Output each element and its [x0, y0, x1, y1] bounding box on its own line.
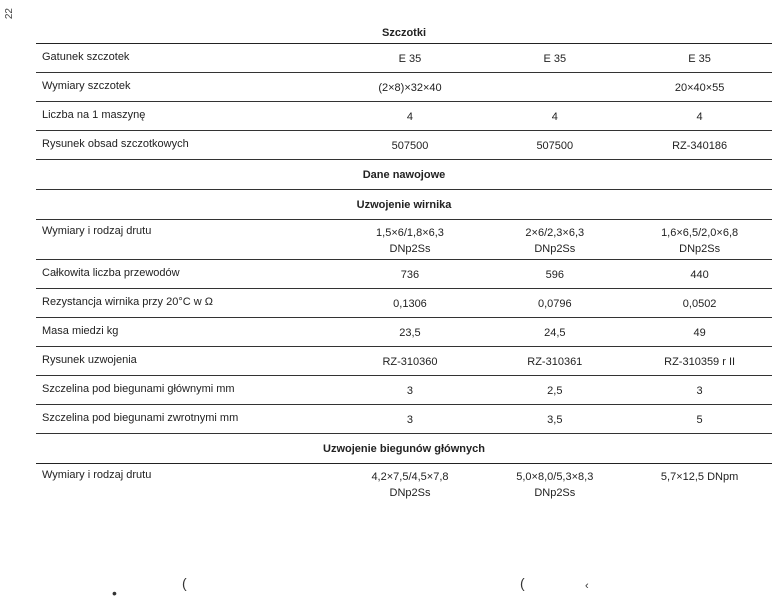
row-value: 0,0796 — [537, 298, 572, 310]
scan-speck: • — [112, 585, 117, 601]
row-label: Rysunek obsad szczotkowych — [42, 138, 189, 150]
row-value — [482, 464, 627, 501]
row-value: 736 — [400, 269, 420, 281]
value-line: 1,5×6/1,8×6,3 — [376, 227, 444, 239]
table-row — [36, 131, 772, 160]
row-value — [338, 464, 483, 501]
value-line: 2×6/2,3×6,3 — [525, 227, 585, 239]
row-value: 3 — [406, 414, 414, 426]
table-row — [36, 464, 772, 504]
row-value: RZ-310361 — [527, 356, 583, 368]
value-line: DNp2Ss — [389, 487, 431, 499]
value-line: DNp2Ss — [389, 243, 431, 255]
row-label: Wymiary szczotek — [42, 80, 131, 92]
row-value: 507500 — [536, 140, 574, 152]
page-number: 22 — [4, 8, 15, 20]
table-row — [36, 102, 772, 131]
row-label: Całkowita liczba przewodów — [42, 267, 180, 279]
table-row — [36, 260, 772, 289]
row-value: 20×40×55 — [674, 82, 725, 94]
scan-speck: ( — [182, 575, 187, 591]
row-value: RZ-310360 — [382, 356, 438, 368]
row-value: 440 — [690, 269, 709, 281]
scan-speck: ( — [520, 575, 525, 591]
value-line: 4,2×7,5/4,5×7,8 — [371, 471, 449, 483]
row-label: Wymiary i rodzaj drutu — [42, 469, 152, 481]
value-line: DNp2Ss — [679, 243, 721, 255]
row-value: 0,0502 — [682, 298, 717, 310]
row-value: E 35 — [543, 53, 567, 65]
table-row — [36, 289, 772, 318]
row-label: Rysunek uzwojenia — [42, 354, 137, 366]
table-row — [36, 318, 772, 347]
row-value: RZ-310359 r II — [664, 356, 736, 368]
value-line: 5,7×12,5 DNpm — [660, 471, 739, 483]
spec-table — [36, 22, 772, 504]
row-label: Masa miedzi kg — [42, 325, 119, 337]
row-value: 4 — [551, 111, 558, 123]
row-value — [482, 220, 627, 257]
table-row — [36, 220, 772, 260]
row-value: 23,5 — [399, 327, 421, 339]
section-title-brushes: Szczotki — [36, 22, 772, 44]
section-title-rotor: Uzwojenie wirnika — [36, 190, 772, 220]
section-title-main-poles: Uzwojenie biegunów głównych — [36, 434, 772, 464]
value-line: 5,0×8,0/5,3×8,3 — [516, 471, 594, 483]
table-row — [36, 347, 772, 376]
row-value: E 35 — [688, 53, 711, 65]
row-value: 49 — [693, 327, 706, 339]
row-value: 0,1306 — [393, 298, 427, 310]
row-label: Szczelina pod biegunami głównymi mm — [42, 383, 235, 395]
row-value — [338, 220, 483, 257]
row-label: Wymiary i rodzaj drutu — [42, 225, 152, 237]
row-label: Szczelina pod biegunami zwrotnymi mm — [42, 412, 239, 424]
row-value: RZ-340186 — [672, 140, 728, 152]
table-row — [36, 376, 772, 405]
row-value: 596 — [545, 269, 564, 281]
row-value: 2,5 — [547, 385, 563, 397]
row-value: E 35 — [398, 53, 422, 65]
table-row — [36, 44, 772, 73]
row-value: 3 — [406, 385, 414, 397]
row-value — [627, 464, 772, 485]
row-value: 24,5 — [544, 327, 566, 339]
row-value: 3 — [696, 385, 703, 397]
value-line: DNp2Ss — [534, 487, 576, 499]
row-value: (2×8)×32×40 — [378, 82, 442, 94]
row-value: 3,5 — [547, 414, 563, 426]
row-value: 4 — [406, 111, 414, 123]
row-value: 4 — [696, 111, 703, 123]
row-label: Liczba na 1 maszynę — [42, 109, 146, 121]
value-line: 1,6×6,5/2,0×6,8 — [661, 227, 739, 239]
value-line: DNp2Ss — [534, 243, 576, 255]
row-value: 5 — [696, 414, 703, 426]
row-value — [627, 220, 772, 257]
table-row — [36, 73, 772, 102]
scan-speck: ‹ — [585, 580, 589, 592]
row-label: Rezystancja wirnika przy 20°C w Ω — [42, 296, 213, 308]
row-label: Gatunek szczotek — [42, 51, 130, 63]
table-row — [36, 405, 772, 434]
row-value — [482, 73, 627, 80]
row-value: 507500 — [391, 140, 429, 152]
section-title-winding-data: Dane nawojowe — [36, 160, 772, 190]
